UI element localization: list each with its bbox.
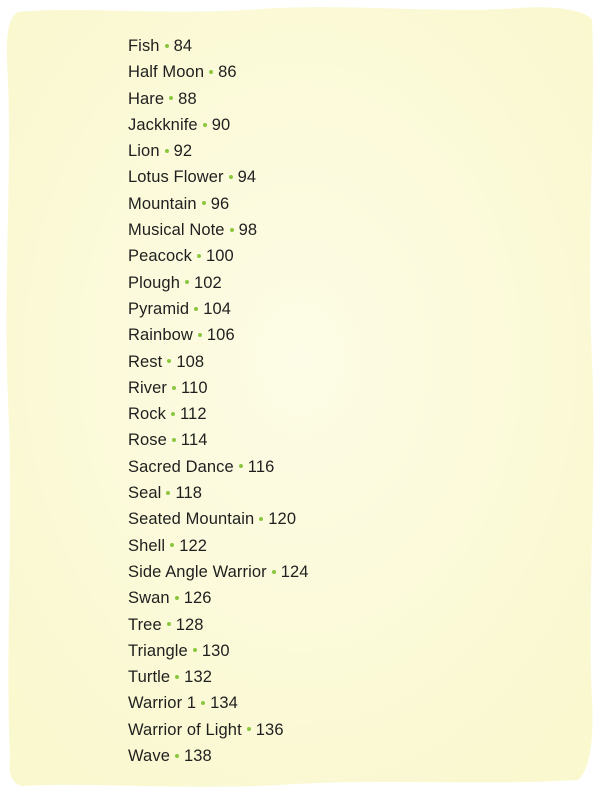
toc-entry-page-number: 136 [255, 720, 284, 739]
toc-entry [128, 454, 309, 480]
toc-entry-page-number: 134 [210, 694, 238, 713]
toc-entry-title: Side Angle Warrior [128, 562, 267, 581]
green-dot-icon [167, 622, 171, 626]
toc-entry-title: Seal [128, 484, 162, 503]
toc-entry-page-number: 84 [173, 37, 193, 55]
toc-entry [128, 690, 309, 716]
toc-entry-title: Triangle [128, 641, 188, 660]
green-dot-icon [185, 280, 189, 284]
green-dot-icon [239, 464, 243, 468]
green-dot-icon [166, 491, 170, 495]
toc-entry-page-number: 126 [183, 589, 212, 608]
toc-entry-title: Turtle [128, 668, 171, 687]
toc-entry-title: Half Moon [128, 63, 205, 82]
toc-entry-page-number: 98 [238, 221, 258, 240]
toc-entry-title: Hare [128, 89, 165, 108]
green-dot-icon [194, 307, 198, 311]
toc-entry [128, 375, 309, 401]
toc-entry-page-number: 124 [280, 562, 309, 581]
green-dot-icon [259, 517, 263, 521]
green-dot-icon [209, 70, 213, 74]
toc-entry-page-number: 100 [206, 247, 234, 266]
toc-entry [128, 717, 309, 743]
toc-entry-title: Lion [128, 142, 160, 161]
toc-entry-page-number: 106 [206, 326, 235, 345]
toc-entry-page-number: 122 [179, 536, 208, 555]
toc-entry-title: Jackknife [128, 115, 198, 134]
green-dot-icon [272, 570, 276, 574]
toc-entry [128, 401, 309, 427]
toc-entry-title: Rock [128, 405, 166, 424]
toc-entry-page-number: 90 [211, 115, 231, 134]
toc-entry [128, 217, 309, 243]
toc-entry [128, 164, 309, 190]
toc-entry-page-number: 94 [237, 168, 257, 187]
toc-entry-page-number: 132 [184, 668, 213, 687]
toc-entry [128, 33, 309, 59]
toc-entry-page-number: 128 [175, 615, 204, 634]
green-dot-icon [197, 254, 201, 258]
green-dot-icon [230, 228, 234, 232]
toc-entry-page-number: 112 [180, 405, 207, 424]
toc-entry-title: Rainbow [128, 326, 193, 345]
toc-entry [128, 243, 309, 269]
toc-entry [128, 270, 309, 296]
toc-entry [128, 480, 309, 506]
toc-entry [128, 559, 309, 585]
green-dot-icon [175, 596, 179, 600]
toc-entry-title: Plough [128, 273, 180, 292]
toc-entry-page-number: 104 [203, 299, 232, 318]
toc-entry-page-number: 86 [218, 63, 237, 82]
green-dot-icon [165, 149, 169, 153]
green-dot-icon [247, 727, 251, 731]
toc-entry-title: Fish [128, 37, 160, 55]
toc-entry-page-number: 96 [210, 194, 230, 213]
toc-entry [128, 506, 309, 532]
toc-entry [128, 59, 309, 85]
toc-entry-title: Warrior of Light [128, 720, 242, 739]
green-dot-icon [170, 543, 174, 547]
toc-entry [128, 638, 309, 664]
toc-entry [128, 191, 309, 217]
table-of-contents [128, 33, 309, 769]
toc-entry-title: Swan [128, 589, 170, 608]
green-dot-icon [175, 754, 179, 758]
green-dot-icon [229, 175, 233, 179]
toc-entry [128, 612, 309, 638]
toc-entry-title: Tree [128, 615, 162, 634]
toc-entry [128, 138, 309, 164]
toc-entry [128, 427, 309, 453]
toc-entry-title: Warrior 1 [128, 694, 197, 713]
toc-entry-page-number: 92 [173, 142, 193, 161]
green-dot-icon [203, 123, 207, 127]
toc-entry-page-number: 118 [175, 484, 203, 503]
toc-entry [128, 349, 309, 375]
toc-entry [128, 743, 309, 769]
toc-entry-page-number: 110 [181, 378, 208, 397]
toc-entry-title: Sacred Dance [128, 457, 234, 476]
toc-entry [128, 322, 309, 348]
green-dot-icon [175, 675, 179, 679]
green-dot-icon [201, 701, 205, 705]
green-dot-icon [202, 201, 206, 205]
green-dot-icon [171, 412, 175, 416]
toc-entry-title: Rest [128, 352, 163, 371]
toc-entry-page-number: 114 [180, 431, 208, 450]
toc-entry [128, 296, 309, 322]
toc-entry [128, 533, 309, 559]
toc-entry [128, 585, 309, 611]
toc-entry-page-number: 138 [183, 747, 212, 766]
toc-entry-page-number: 120 [268, 510, 297, 529]
toc-entry-title: Lotus Flower [128, 168, 224, 187]
green-dot-icon [169, 96, 173, 100]
toc-entry-page-number: 108 [176, 352, 205, 371]
toc-entry-title: Peacock [128, 247, 192, 266]
toc-entry-title: Wave [128, 747, 170, 766]
toc-entry [128, 664, 309, 690]
green-dot-icon [172, 438, 176, 442]
toc-entry-page-number: 88 [178, 89, 197, 108]
toc-entry [128, 86, 309, 112]
green-dot-icon [165, 44, 169, 48]
toc-entry-title: Mountain [128, 194, 197, 213]
toc-entry [128, 112, 309, 138]
green-dot-icon [172, 386, 176, 390]
toc-entry-title: Pyramid [128, 299, 190, 318]
green-dot-icon [167, 359, 171, 363]
toc-entry-title: Rose [128, 431, 167, 450]
toc-entry-title: Shell [128, 536, 166, 555]
toc-entry-page-number: 116 [247, 457, 275, 476]
green-dot-icon [198, 333, 202, 337]
toc-entry-title: River [128, 378, 168, 397]
toc-entry-page-number: 130 [201, 641, 230, 660]
toc-entry-title: Seated Mountain [128, 510, 255, 529]
toc-entry-page-number: 102 [193, 273, 222, 292]
toc-entry-title: Musical Note [128, 221, 225, 240]
green-dot-icon [193, 648, 197, 652]
